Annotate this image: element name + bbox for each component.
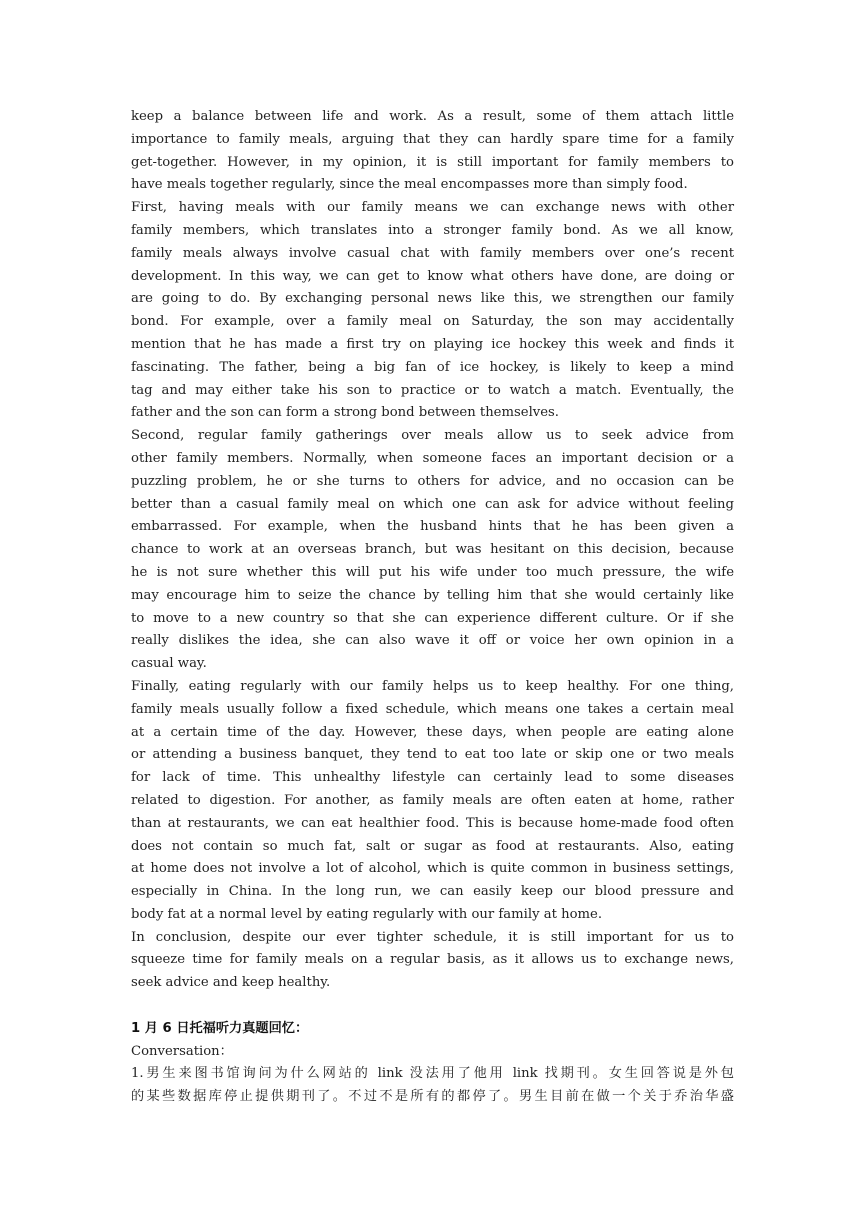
text-line: 1.男生来图书馆询问为什么网站的 link 没法用了他用 link 找期刊。女生回答说是外包 xyxy=(131,1066,734,1082)
text-line: tag and may either take his son to practice or to watch a match. Eventually, the xyxy=(131,382,734,398)
text-line: than at restaurants, we can eat healthier food. This is because home-made food often xyxy=(131,815,734,831)
essay-paragraph-4 xyxy=(131,676,734,927)
text-line: Second, regular family gatherings over meals allow us to seek advice from xyxy=(131,428,734,444)
text-line: father and the son can form a strong bond between themselves. xyxy=(131,405,559,421)
text-line: at a certain time of the day. However, these days, when people are eating alone xyxy=(131,724,734,740)
section-heading: 1 月 6 日托福听力真题回忆： xyxy=(131,1020,309,1036)
text-line: seek advice and keep healthy. xyxy=(131,975,331,991)
text-line: development. In this way, we can get to know what others have done, are doing or xyxy=(131,268,734,284)
text-line: casual way. xyxy=(131,656,207,672)
text-line: does not contain so much fat, salt or sugar as food at restaurants. Also, eating xyxy=(131,838,734,854)
text-line: at home does not involve a lot of alcohol, which is quite common in business settings, xyxy=(131,861,734,877)
text-line: he is not sure whether this will put his wife under too much pressure, the wife xyxy=(131,564,734,580)
text-line: get-together. However, in my opinion, it is still important for family members to xyxy=(131,154,734,170)
text-line: importance to family meals, arguing that they can hardly spare time for a family xyxy=(131,131,734,147)
essay-paragraph-3 xyxy=(131,425,734,676)
text-line: have meals together regularly, since the meal encompasses more than simply food. xyxy=(131,177,688,193)
text-line: are going to do. By exchanging personal news like this, we strengthen our family xyxy=(131,291,734,307)
listening-section xyxy=(131,1018,734,1109)
text-line: squeeze time for family meals on a regular basis, as it allows us to exchange news, xyxy=(131,952,734,968)
document-body xyxy=(131,106,734,1109)
text-line: keep a balance between life and work. As a result, some of them attach little xyxy=(131,109,734,124)
text-line: for lack of time. This unhealthy lifestyle can certainly lead to some diseases xyxy=(131,770,734,786)
text-line: may encourage him to seize the chance by telling him that she would certainly like xyxy=(131,587,734,603)
text-line: embarrassed. For example, when the husband hints that he has been given a xyxy=(131,519,734,535)
blank-line xyxy=(131,995,734,1018)
text-line: related to digestion. For another, as family meals are often eaten at home, rather xyxy=(131,792,734,808)
text-line: mention that he has made a first try on playing ice hockey this week and finds it xyxy=(131,336,734,352)
text-line: family members, which translates into a stronger family bond. As we all know, xyxy=(131,222,734,238)
text-line: especially in China. In the long run, we can easily keep our blood pressure and xyxy=(131,884,734,900)
text-line: family meals always involve casual chat with family members over one’s recent xyxy=(131,245,734,261)
text-line: First, having meals with our family means we can exchange news with other xyxy=(131,200,734,216)
text-line: to move to a new country so that she can experience different culture. Or if she xyxy=(131,610,734,626)
text-line: better than a casual family meal on which one can ask for advice without feeling xyxy=(131,496,734,512)
text-line: bond. For example, over a family meal on Saturday, the son may accidentally xyxy=(131,314,734,330)
text-line: 的某些数据库停止提供期刊了。不过不是所有的都停了。男生目前在做一个关于乔治华盛 xyxy=(131,1089,734,1105)
section-subheading: Conversation： xyxy=(131,1043,233,1059)
text-line: really dislikes the idea, she can also wave it off or voice her own opinion in a xyxy=(131,633,734,649)
text-line: other family members. Normally, when someone faces an important decision or a xyxy=(131,450,734,466)
text-line: body fat at a normal level by eating regularly with our family at home. xyxy=(131,906,603,922)
text-line: family meals usually follow a fixed schedule, which means one takes a certain meal xyxy=(131,701,734,717)
text-line: chance to work at an overseas branch, but was hesitant on this decision, because xyxy=(131,542,734,558)
text-line: or attending a business banquet, they tend to eat too late or skip one or two meals xyxy=(131,747,734,763)
text-line: puzzling problem, he or she turns to others for advice, and no occasion can be xyxy=(131,473,734,489)
essay-paragraph-2 xyxy=(131,197,734,425)
text-line: Finally, eating regularly with our family helps us to keep healthy. For one thing, xyxy=(131,678,734,694)
essay-paragraph-5 xyxy=(131,927,734,995)
text-line: fascinating. The father, being a big fan of ice hockey, is likely to keep a mind xyxy=(131,359,734,375)
essay-paragraph-1 xyxy=(131,106,734,197)
text-line: In conclusion, despite our ever tighter schedule, it is still important for us to xyxy=(131,929,734,945)
